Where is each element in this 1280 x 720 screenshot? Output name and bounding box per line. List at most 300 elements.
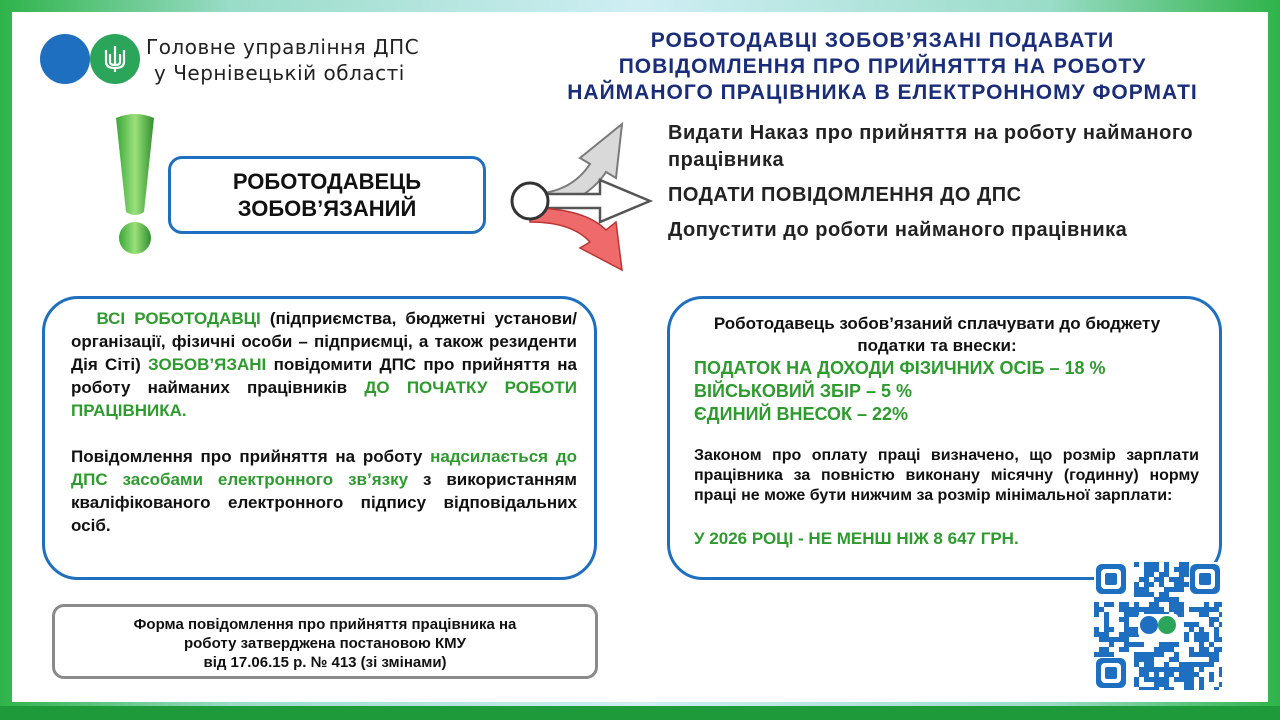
qr-module — [1184, 687, 1189, 690]
qr-module — [1159, 577, 1164, 582]
qr-module — [1174, 577, 1179, 582]
qr-module — [1179, 667, 1184, 672]
qr-module — [1159, 572, 1164, 577]
qr-module — [1104, 637, 1109, 642]
qr-module — [1149, 572, 1154, 577]
qr-module — [1199, 642, 1204, 647]
qr-module — [1109, 637, 1114, 642]
qr-module — [1209, 662, 1214, 667]
qr-module — [1119, 617, 1124, 622]
qr-module — [1159, 607, 1164, 612]
qr-module — [1134, 602, 1139, 607]
qr-module — [1139, 672, 1144, 677]
qr-module — [1189, 607, 1194, 612]
qr-module — [1194, 652, 1199, 657]
qr-module — [1189, 652, 1194, 657]
qr-module — [1189, 687, 1194, 690]
qr-module — [1184, 682, 1189, 687]
qr-module — [1184, 632, 1189, 637]
qr-module — [1199, 667, 1204, 672]
qr-module — [1144, 652, 1149, 657]
qr-module — [1094, 652, 1099, 657]
qr-module — [1174, 657, 1179, 662]
qr-module — [1099, 647, 1104, 652]
taxes-box — [667, 296, 1222, 580]
obligation-paragraph-2 — [71, 445, 577, 537]
title-line-3: НАЙМАНОГО ПРАЦІВНИКА В ЕЛЕКТРОННОМУ ФОРМАТІ — [567, 81, 1198, 104]
qr-module — [1219, 672, 1222, 677]
qr-logo-blue — [1140, 616, 1158, 634]
qr-module — [1159, 677, 1164, 682]
qr-module — [1149, 677, 1154, 682]
qr-module — [1164, 567, 1169, 572]
qr-module — [1164, 642, 1169, 647]
qr-module — [1134, 642, 1139, 647]
qr-module — [1179, 577, 1184, 582]
qr-module — [1119, 637, 1124, 642]
qr-module — [1129, 612, 1134, 617]
qr-module — [1139, 592, 1144, 597]
qr-module — [1169, 667, 1174, 672]
qr-module — [1104, 622, 1109, 627]
qr-module — [1164, 682, 1169, 687]
qr-module — [1104, 647, 1109, 652]
qr-module — [1144, 587, 1149, 592]
obligated-highlight: ЗОБОВ’ЯЗАНІ — [148, 355, 267, 374]
qr-module — [1219, 667, 1222, 672]
notify-text: повідомити ДПС про прийняття на роботу найманих працівників — [71, 355, 577, 397]
qr-module — [1144, 672, 1149, 677]
qr-module — [1154, 647, 1159, 652]
qr-module — [1179, 612, 1184, 617]
qr-module — [1154, 607, 1159, 612]
qr-module — [1194, 662, 1199, 667]
qr-module — [1109, 652, 1114, 657]
obligation-paragraph-1 — [71, 307, 577, 422]
exclamation-icon — [110, 112, 160, 262]
tax-rates-list — [694, 357, 1106, 426]
qr-module — [1139, 652, 1144, 657]
qr-module — [1164, 597, 1169, 602]
electronic-highlight: надсилається до ДПС засобами електронного зв’язку — [71, 447, 577, 489]
qr-module — [1184, 622, 1189, 627]
qr-module — [1194, 632, 1199, 637]
obligation-text — [71, 307, 577, 537]
min-wage-amount: У 2026 РОЦІ - НЕ МЕНШ НІЖ 8 647 ГРН. — [694, 529, 1019, 548]
qr-module — [1209, 657, 1214, 662]
qr-module — [1154, 577, 1159, 582]
employers-obligation-box — [42, 296, 597, 580]
qr-module — [1199, 677, 1204, 682]
qr-module — [1149, 657, 1154, 662]
qr-module — [1199, 627, 1204, 632]
qr-module — [1134, 562, 1139, 567]
qr-module — [1094, 607, 1099, 612]
qr-module — [1134, 677, 1139, 682]
qr-module — [1099, 652, 1104, 657]
qr-module — [1164, 572, 1169, 577]
step-3: Допустити до роботи найманого працівника — [668, 219, 1128, 241]
qr-module — [1124, 622, 1129, 627]
qr-module — [1104, 652, 1109, 657]
qr-module — [1169, 647, 1174, 652]
signature-text: з використанням кваліфікованого електронного підпису відповідальних осіб. — [71, 470, 577, 535]
qr-module — [1169, 587, 1174, 592]
branching-arrows-icon — [500, 118, 660, 278]
qr-module — [1204, 632, 1209, 637]
qr-module — [1169, 597, 1174, 602]
qr-module — [1144, 667, 1149, 672]
qr-module — [1149, 607, 1154, 612]
qr-module — [1124, 602, 1129, 607]
qr-module — [1199, 662, 1204, 667]
qr-module — [1219, 602, 1222, 607]
qr-module — [1184, 582, 1189, 587]
qr-module — [1144, 607, 1149, 612]
qr-module — [1214, 627, 1219, 632]
qr-module — [1104, 602, 1109, 607]
qr-module — [1154, 672, 1159, 677]
qr-module — [1199, 607, 1204, 612]
qr-module — [1179, 602, 1184, 607]
qr-module — [1189, 647, 1194, 652]
qr-module — [1154, 602, 1159, 607]
qr-module — [1164, 592, 1169, 597]
qr-module — [1134, 682, 1139, 687]
qr-module — [1139, 607, 1144, 612]
qr-module — [1144, 582, 1149, 587]
qr-module — [1124, 642, 1129, 647]
qr-module — [1144, 567, 1149, 572]
qr-module — [1139, 667, 1144, 672]
qr-module — [1154, 677, 1159, 682]
form-note-line-1: Форма повідомлення про прийняття працівника на — [133, 616, 517, 633]
qr-module — [1184, 562, 1189, 567]
qr-module — [1204, 602, 1209, 607]
qr-finder-top-left — [1096, 564, 1126, 594]
qr-module — [1159, 597, 1164, 602]
qr-module — [1169, 657, 1174, 662]
qr-module — [1124, 637, 1129, 642]
qr-module — [1119, 602, 1124, 607]
qr-module — [1164, 672, 1169, 677]
qr-module — [1189, 677, 1194, 682]
qr-module — [1104, 632, 1109, 637]
qr-module — [1139, 577, 1144, 582]
qr-module — [1114, 637, 1119, 642]
qr-module — [1134, 657, 1139, 662]
qr-module — [1124, 647, 1129, 652]
qr-module — [1179, 572, 1184, 577]
qr-module — [1184, 567, 1189, 572]
qr-module — [1179, 582, 1184, 587]
qr-module — [1174, 587, 1179, 592]
qr-module — [1194, 622, 1199, 627]
qr-module — [1149, 667, 1154, 672]
qr-module — [1179, 607, 1184, 612]
qr-module — [1219, 637, 1222, 642]
employers-types-text: (підприємства, бюджетні установи/організації, фізичні особи – підприємці, а також резиденти Дія Сіті) — [71, 309, 577, 374]
form-note-line-2: роботу затверджена постановою КМУ — [183, 635, 466, 652]
qr-module — [1174, 607, 1179, 612]
qr-module — [1144, 562, 1149, 567]
qr-module — [1209, 607, 1214, 612]
obligated-label: ЗОБОВ’ЯЗАНИЙ — [237, 196, 417, 221]
min-wage-text: Законом про оплату праці визначено, що розмір зарплати працівника за повністю виконану місячну (годинну) норму праці не може бути нижчим за розмір мінімальної зарплати: — [694, 447, 1199, 504]
qr-module — [1194, 672, 1199, 677]
qr-module — [1169, 602, 1174, 607]
qr-module — [1214, 632, 1219, 637]
qr-module — [1194, 637, 1199, 642]
qr-module — [1209, 642, 1214, 647]
qr-module — [1179, 587, 1184, 592]
qr-module — [1159, 667, 1164, 672]
qr-module — [1154, 667, 1159, 672]
qr-module — [1119, 647, 1124, 652]
qr-module — [1164, 587, 1169, 592]
qr-module — [1159, 647, 1164, 652]
qr-module — [1129, 632, 1134, 637]
qr-module — [1144, 662, 1149, 667]
qr-module — [1159, 682, 1164, 687]
qr-module — [1159, 582, 1164, 587]
qr-module — [1204, 647, 1209, 652]
form-note-box — [52, 604, 598, 679]
qr-module — [1209, 677, 1214, 682]
qr-finder-top-right — [1190, 564, 1220, 594]
qr-module — [1194, 607, 1199, 612]
qr-module — [1149, 687, 1154, 690]
qr-module — [1169, 642, 1174, 647]
qr-module — [1124, 612, 1129, 617]
qr-module — [1189, 682, 1194, 687]
qr-module — [1094, 627, 1099, 632]
qr-module — [1149, 662, 1154, 667]
title-line-1: РОБОТОДАВЦІ ЗОБОВ’ЯЗАНІ ПОДАВАТИ — [650, 29, 1115, 52]
qr-module — [1204, 652, 1209, 657]
org-line-2: у Чернівецькій області — [154, 61, 405, 85]
qr-module — [1219, 612, 1222, 617]
organization-name — [146, 34, 419, 86]
qr-module — [1134, 592, 1139, 597]
qr-module — [1184, 667, 1189, 672]
notice-text: Повідомлення про прийняття на роботу — [71, 447, 431, 466]
qr-module — [1134, 582, 1139, 587]
qr-module — [1184, 637, 1189, 642]
qr-module — [1154, 652, 1159, 657]
qr-module — [1104, 617, 1109, 622]
employer-label: РОБОТОДАВЕЦЬ — [232, 169, 422, 194]
qr-module — [1184, 672, 1189, 677]
qr-module — [1169, 687, 1174, 690]
tax-military: ВІЙСЬКОВИЙ ЗБІР – 5 % — [694, 381, 912, 401]
qr-module — [1109, 602, 1114, 607]
taxes-heading: Роботодавець зобов’язаний сплачувати до бюджету податки та внески: — [713, 314, 1161, 355]
qr-module — [1209, 617, 1214, 622]
qr-module — [1174, 597, 1179, 602]
qr-module — [1149, 592, 1154, 597]
qr-module — [1214, 602, 1219, 607]
qr-module — [1159, 652, 1164, 657]
qr-module — [1149, 567, 1154, 572]
qr-module — [1174, 567, 1179, 572]
qr-module — [1184, 572, 1189, 577]
qr-module — [1169, 607, 1174, 612]
qr-module — [1124, 632, 1129, 637]
trident-logo — [90, 34, 140, 84]
qr-code[interactable] — [1094, 562, 1222, 690]
qr-module — [1149, 652, 1154, 657]
qr-module — [1219, 647, 1222, 652]
page-title — [520, 28, 1245, 106]
qr-module — [1164, 687, 1169, 690]
qr-module — [1189, 622, 1194, 627]
qr-module — [1184, 662, 1189, 667]
qr-module — [1129, 627, 1134, 632]
qr-module — [1179, 662, 1184, 667]
qr-module — [1204, 637, 1209, 642]
qr-module — [1124, 607, 1129, 612]
blue-circle-logo — [40, 34, 90, 84]
qr-module — [1199, 687, 1204, 690]
qr-module — [1099, 607, 1104, 612]
qr-module — [1094, 612, 1099, 617]
qr-module — [1199, 647, 1204, 652]
qr-module — [1099, 632, 1104, 637]
qr-module — [1099, 637, 1104, 642]
qr-module — [1119, 607, 1124, 612]
qr-module — [1144, 687, 1149, 690]
trident-icon — [90, 34, 140, 84]
qr-module — [1214, 687, 1219, 690]
qr-module — [1124, 617, 1129, 622]
qr-module — [1159, 642, 1164, 647]
qr-module — [1164, 677, 1169, 682]
qr-module — [1189, 662, 1194, 667]
qr-module — [1199, 632, 1204, 637]
qr-module — [1154, 597, 1159, 602]
qr-module — [1214, 652, 1219, 657]
qr-module — [1174, 582, 1179, 587]
qr-module — [1134, 607, 1139, 612]
qr-module — [1144, 677, 1149, 682]
qr-module — [1094, 602, 1099, 607]
qr-module — [1149, 602, 1154, 607]
all-employers-highlight: ВСІ РОБОТОДАВЦІ — [96, 309, 261, 328]
qr-module — [1179, 672, 1184, 677]
qr-module — [1164, 662, 1169, 667]
bottom-stripe — [0, 706, 1280, 720]
qr-module — [1129, 607, 1134, 612]
qr-module — [1174, 602, 1179, 607]
qr-module — [1144, 577, 1149, 582]
qr-module — [1189, 627, 1194, 632]
qr-module — [1184, 677, 1189, 682]
steps-list — [668, 120, 1208, 252]
qr-module — [1169, 577, 1174, 582]
qr-module — [1189, 672, 1194, 677]
qr-module — [1104, 612, 1109, 617]
qr-module — [1109, 642, 1114, 647]
qr-module — [1139, 642, 1144, 647]
tax-pdfo: ПОДАТОК НА ДОХОДИ ФІЗИЧНИХ ОСІБ – 18 % — [694, 358, 1106, 378]
qr-module — [1189, 667, 1194, 672]
qr-module — [1214, 647, 1219, 652]
qr-module — [1119, 632, 1124, 637]
qr-module — [1139, 687, 1144, 690]
qr-module — [1199, 652, 1204, 657]
qr-module — [1164, 647, 1169, 652]
qr-module — [1104, 627, 1109, 632]
qr-finder-bottom-left — [1096, 658, 1126, 688]
qr-module — [1134, 587, 1139, 592]
qr-module — [1204, 607, 1209, 612]
qr-module — [1179, 677, 1184, 682]
qr-module — [1214, 607, 1219, 612]
qr-module — [1199, 612, 1204, 617]
qr-module — [1109, 627, 1114, 632]
qr-module — [1144, 592, 1149, 597]
qr-module — [1139, 587, 1144, 592]
qr-module — [1094, 632, 1099, 637]
qr-module — [1199, 637, 1204, 642]
qr-module — [1204, 662, 1209, 667]
qr-logo-green — [1158, 616, 1176, 634]
qr-module — [1174, 642, 1179, 647]
qr-module — [1199, 682, 1204, 687]
qr-module — [1154, 562, 1159, 567]
qr-module — [1219, 682, 1222, 687]
qr-module — [1214, 637, 1219, 642]
qr-module — [1154, 682, 1159, 687]
qr-module — [1139, 657, 1144, 662]
qr-module — [1214, 657, 1219, 662]
qr-module — [1149, 582, 1154, 587]
form-note-line-3: від 17.06.15 р. № 413 (зі змінами) — [203, 654, 447, 671]
qr-module — [1164, 562, 1169, 567]
qr-module — [1154, 567, 1159, 572]
qr-module — [1134, 652, 1139, 657]
step-1: Видати Наказ про прийняття на роботу найманого працівника — [668, 122, 1194, 171]
qr-module — [1209, 622, 1214, 627]
qr-module — [1134, 662, 1139, 667]
qr-module — [1164, 667, 1169, 672]
qr-module — [1154, 687, 1159, 690]
employer-obligated-box — [168, 156, 486, 234]
qr-module — [1149, 562, 1154, 567]
qr-module — [1179, 562, 1184, 567]
qr-module — [1124, 627, 1129, 632]
qr-module — [1129, 642, 1134, 647]
qr-module — [1144, 572, 1149, 577]
before-work-highlight: ДО ПОЧАТКУ РОБОТИ ПРАЦІВНИКА. — [71, 378, 577, 420]
qr-module — [1179, 567, 1184, 572]
org-line-1: Головне управління ДПС — [146, 35, 420, 59]
qr-module — [1174, 667, 1179, 672]
qr-module — [1204, 612, 1209, 617]
qr-module — [1214, 617, 1219, 622]
qr-module — [1209, 652, 1214, 657]
qr-module — [1144, 657, 1149, 662]
qr-module — [1159, 592, 1164, 597]
title-line-2: ПОВІДОМЛЕННЯ ПРО ПРИЙНЯТТЯ НА РОБОТУ — [618, 55, 1147, 78]
qr-module — [1174, 652, 1179, 657]
qr-module — [1169, 672, 1174, 677]
qr-module — [1219, 622, 1222, 627]
qr-module — [1209, 672, 1214, 677]
tax-esv: ЄДИНИЙ ВНЕСОК – 22% — [694, 404, 909, 424]
step-2: ПОДАТИ ПОВІДОМЛЕННЯ ДО ДПС — [668, 184, 1022, 206]
